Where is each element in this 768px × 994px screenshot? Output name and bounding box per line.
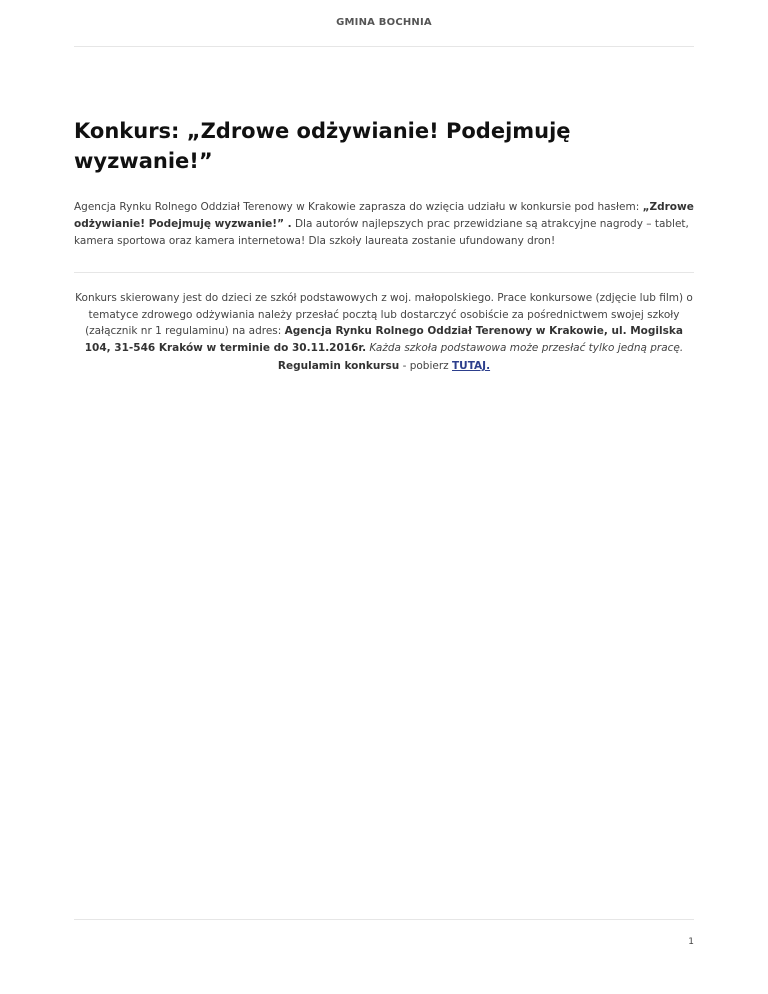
contest-slogan: „Zdrowe odżywianie! Podejmuję wyzwanie!” . [74,201,694,230]
section-divider [74,272,694,273]
prizes-text: Dla autorów najlepszych prac przewidziane są atrakcyjne nagrody – tablet, kamera sportowa oraz kamera internetowa! Dla szkoły laureata zostanie ufundowany dron! [74,218,689,247]
site-name: GMINA BOCHNIA [336,17,432,28]
download-rules-link[interactable]: TUTAJ. [452,360,491,372]
page-number: 1 [688,937,694,947]
intro-paragraph [74,199,696,250]
details-text: Konkurs skierowany jest do dzieci ze szkół podstawowych z woj. małopolskiego. Prace konkursowe (zdjęcie lub film) o tematyce zdrowego odżywiania należy przesłać pocztą lub dostarczyć osobiście za pośrednictwem swojej szkoły (załącznik nr 1 regulaminu) na adres: [75,292,693,337]
rules-paragraph [74,358,694,374]
rules-text: - pobierz [399,360,452,372]
details-paragraph [74,290,694,356]
footer-divider [74,919,694,920]
article-title: Konkurs: „Zdrowe odżywianie! Podejmuję wyzwanie!” [74,119,571,173]
submission-address: Agencja Rynku Rolnego Oddział Terenowy w Krakowie, ul. Mogilska 104, 31-546 Kraków w terminie do 30.11.2016r. [84,325,683,354]
intro-text: Agencja Rynku Rolnego Oddział Terenowy w Krakowie zaprasza do wzięcia udziału w konkursie pod hasłem: [74,201,643,213]
rules-label: Regulamin konkursu [277,360,400,372]
page-header [74,0,694,47]
submission-note: Każda szkoła podstawowa może przesłać tylko jedną pracę. [369,341,684,354]
